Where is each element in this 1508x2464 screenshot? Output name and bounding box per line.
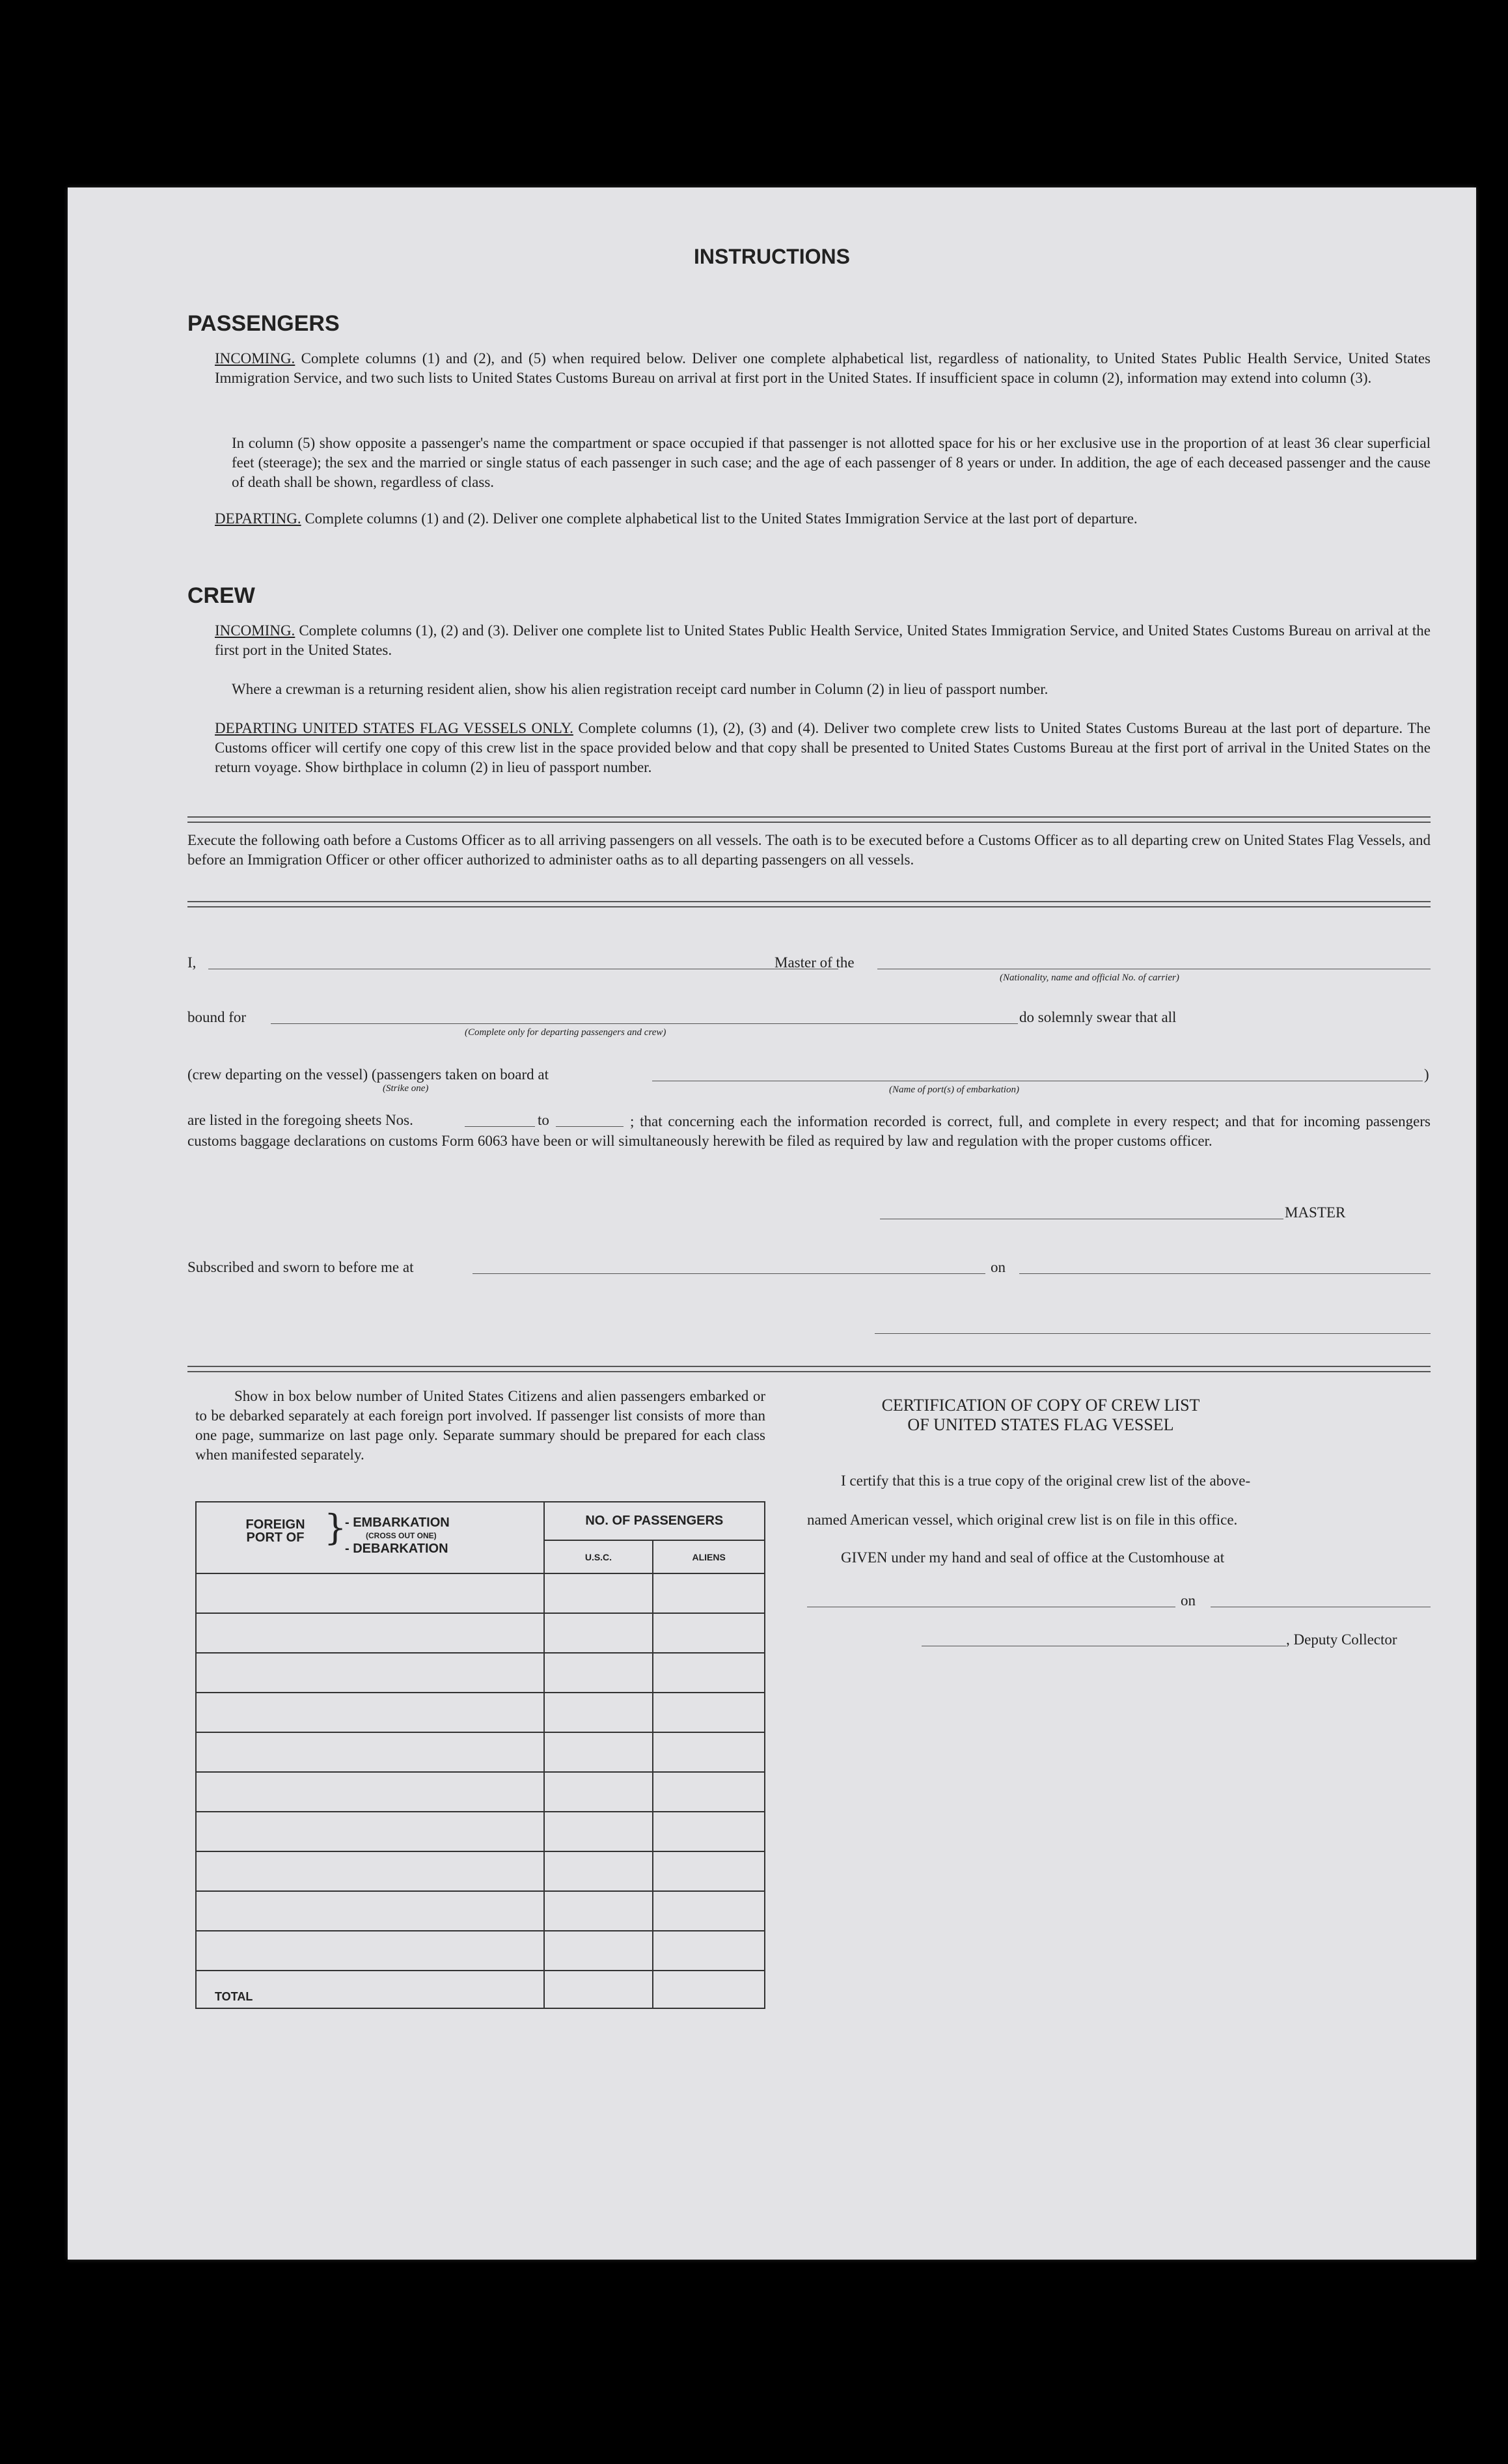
page-title: INSTRUCTIONS bbox=[694, 245, 850, 268]
sworn-date-line[interactable] bbox=[1019, 1273, 1431, 1274]
table-row bbox=[196, 1732, 765, 1772]
crew-incoming-text: Complete columns (1), (2) and (3). Deliver one complete list to United States Public Health Service, United States Immigration Service, and United States Customs Bureau on arrival at the first port in the United States. bbox=[215, 622, 1431, 658]
aliens-cell[interactable] bbox=[653, 1772, 765, 1812]
debarkation-label: - DEBARKATION bbox=[345, 1542, 448, 1556]
aliens-cell[interactable] bbox=[653, 1851, 765, 1891]
no-passengers-header: NO. OF PASSENGERS bbox=[544, 1502, 765, 1540]
passengers-column5-paragraph: In column (5) show opposite a passenger's name the compartment or space occupied if that passenger is not allotted space for his or her exclusive use in the proportion of at least 36 clear superficial feet (steerage); the sex and the married or single status of each passenger in such case; and the age of each passenger of 8 years or under. In addition, the age of each deceased passenger and the cause of death shall be shown, regardless of class. bbox=[232, 435, 1431, 490]
passengers-departing-label: DEPARTING. bbox=[215, 510, 301, 527]
master-of-the-label: Master of the bbox=[775, 954, 855, 971]
port-cell[interactable] bbox=[196, 1693, 544, 1732]
port-cell[interactable] bbox=[196, 1891, 544, 1931]
close-paren: ) bbox=[1424, 1066, 1429, 1083]
oath-i-label: I, bbox=[187, 954, 197, 971]
usc-cell[interactable] bbox=[544, 1613, 653, 1653]
port-cell[interactable] bbox=[196, 1931, 544, 1971]
nationality-hint: (Nationality, name and official No. of carrier) bbox=[1000, 973, 1179, 983]
divider bbox=[187, 901, 1431, 902]
usc-cell[interactable] bbox=[544, 1812, 653, 1851]
port-cell[interactable] bbox=[196, 1653, 544, 1693]
usc-cell[interactable] bbox=[544, 1851, 653, 1891]
usc-cell[interactable] bbox=[544, 1931, 653, 1971]
total-row bbox=[196, 1971, 765, 2008]
port-cell[interactable] bbox=[196, 1613, 544, 1653]
table-row bbox=[196, 1693, 765, 1732]
certify-line1: I certify that this is a true copy of the original crew list of the above- bbox=[841, 1473, 1251, 1489]
port-cell[interactable] bbox=[196, 1772, 544, 1812]
usc-header: U.S.C. bbox=[544, 1540, 653, 1573]
port-cell[interactable] bbox=[196, 1851, 544, 1891]
port-cell[interactable] bbox=[196, 1812, 544, 1851]
usc-cell[interactable] bbox=[544, 1573, 653, 1613]
usc-cell[interactable] bbox=[544, 1891, 653, 1931]
table-row bbox=[196, 1851, 765, 1891]
usc-cell[interactable] bbox=[544, 1732, 653, 1772]
aliens-cell[interactable] bbox=[653, 1573, 765, 1613]
usc-cell[interactable] bbox=[544, 1693, 653, 1732]
strike-one-hint: (Strike one) bbox=[383, 1083, 429, 1094]
bound-for-label: bound for bbox=[187, 1009, 247, 1025]
passengers-incoming-text: Complete columns (1) and (2), and (5) when required below. Deliver one complete alphabetical list, regardless of nationality, to United States Public Health Service, United States Immigration Service, and two such lists to United States Customs Bureau on arrival at first port in the United States. If insufficient space in column (2), information may extend into column (3). bbox=[215, 350, 1431, 386]
table-row bbox=[196, 1653, 765, 1693]
subscribed-label: Subscribed and sworn to before me at bbox=[187, 1259, 414, 1275]
foreign-port-label: FOREIGN PORT OF bbox=[245, 1517, 305, 1545]
divider bbox=[187, 1371, 1431, 1372]
passengers-incoming-label: INCOMING. bbox=[215, 350, 295, 367]
ports-hint: (Name of port(s) of embarkation) bbox=[889, 1085, 1019, 1095]
are-listed-label: are listed in the foregoing sheets Nos. bbox=[187, 1112, 413, 1128]
oath-intro: Execute the following oath before a Customs Officer as to all arriving passengers on all vessels. The oath is to be executed before a Customs Officer as to all departing crew on United States Flag Vessels, and before an Immigration Officer or other officer authorized to administer oaths as to all departing passengers on all vessels. bbox=[187, 832, 1431, 868]
table-row bbox=[196, 1891, 765, 1931]
given-label: GIVEN under my hand and seal of office at the Customhouse at bbox=[841, 1549, 1225, 1566]
divider bbox=[187, 906, 1431, 907]
port-cell[interactable] bbox=[196, 1732, 544, 1772]
cross-out-label: (CROSS OUT ONE) bbox=[366, 1531, 437, 1540]
crew-departing-label: (crew departing on the vessel) (passengers taken on board at bbox=[187, 1066, 549, 1083]
sworn-on-label: on bbox=[991, 1259, 1006, 1275]
summary-instructions: Show in box below number of United States Citizens and alien passengers embarked or to be debarked separately at each foreign port involved. If passenger list consists of more than one page, summarize on last page only. Separate summary should be prepared for each class when manifested separately. bbox=[195, 1388, 765, 1463]
aliens-cell[interactable] bbox=[653, 1653, 765, 1693]
form-page bbox=[68, 187, 1476, 2260]
certification-title-line2: OF UNITED STATES FLAG VESSEL bbox=[907, 1415, 1174, 1434]
aliens-cell[interactable] bbox=[653, 1812, 765, 1851]
aliens-cell[interactable] bbox=[653, 1931, 765, 1971]
table-row bbox=[196, 1613, 765, 1653]
oath-rest-text: ; that concerning each the information recorded is correct, full, and complete in every respect; and that for incoming passengers customs baggage declarations on customs Form 6063 have been or will simultaneously herewith be filed as required by law and regulation with the proper customs officer. bbox=[187, 1113, 1431, 1149]
passengers-heading: PASSENGERS bbox=[187, 311, 340, 336]
aliens-cell[interactable] bbox=[653, 1613, 765, 1653]
aliens-header: ALIENS bbox=[653, 1540, 765, 1573]
aliens-cell[interactable] bbox=[653, 1732, 765, 1772]
table-row bbox=[196, 1573, 765, 1613]
total-aliens-cell[interactable] bbox=[653, 1971, 765, 2008]
crew-departing-paragraph bbox=[215, 719, 1431, 777]
officer-signature-line[interactable] bbox=[875, 1333, 1431, 1334]
to-label: to bbox=[538, 1112, 549, 1128]
crew-resident-paragraph: Where a crewman is a returning resident alien, show his alien registration receipt card number in Column (2) in lieu of passport number. bbox=[232, 681, 1049, 697]
passengers-departing-paragraph bbox=[215, 509, 1431, 529]
crew-heading: CREW bbox=[187, 583, 255, 608]
cert-on-label: on bbox=[1181, 1592, 1196, 1609]
certification-title-line1: CERTIFICATION OF COPY OF CREW LIST bbox=[881, 1396, 1200, 1415]
do-solemnly-label: do solemnly swear that all bbox=[1019, 1009, 1177, 1025]
crew-incoming-label: INCOMING. bbox=[215, 622, 295, 639]
crew-departing-label: DEPARTING UNITED STATES FLAG VESSELS ONLY. bbox=[215, 720, 573, 736]
total-usc-cell[interactable] bbox=[544, 1971, 653, 2008]
passenger-summary-table bbox=[195, 1501, 765, 2009]
foreign-port-header bbox=[196, 1502, 544, 1573]
table-row bbox=[196, 1931, 765, 1971]
table-row bbox=[196, 1812, 765, 1851]
embarkation-label: - EMBARKATION bbox=[345, 1516, 450, 1530]
table-row bbox=[196, 1772, 765, 1812]
divider bbox=[187, 822, 1431, 823]
crew-departing-text: Complete columns (1), (2), (3) and (4). Deliver two complete crew lists to United States Customs Bureau at the last port of departure. The Customs officer will certify one copy of this crew list in the space provided below and that copy shall be presented to United States Customs Bureau at the first port of arrival in the United States on the return voyage. Show birthplace in column (2) in lieu of passport number. bbox=[215, 720, 1431, 775]
divider bbox=[187, 1366, 1431, 1367]
usc-cell[interactable] bbox=[544, 1653, 653, 1693]
port-cell[interactable] bbox=[196, 1573, 544, 1613]
brace-icon: } bbox=[324, 1507, 347, 1548]
certify-line2: named American vessel, which original crew list is on file in this office. bbox=[807, 1512, 1238, 1528]
total-label: TOTAL bbox=[196, 1971, 544, 2008]
passengers-incoming-paragraph bbox=[215, 349, 1431, 388]
crew-incoming-paragraph bbox=[215, 621, 1431, 660]
aliens-cell[interactable] bbox=[653, 1891, 765, 1931]
deputy-collector-label: , Deputy Collector bbox=[1286, 1631, 1397, 1648]
divider bbox=[187, 816, 1431, 818]
certification-title bbox=[810, 1396, 1272, 1435]
passengers-departing-text: Complete columns (1) and (2). Deliver one complete alphabetical list to the United States Immigration Service at the last port of departure. bbox=[301, 510, 1138, 527]
sworn-place-line[interactable] bbox=[473, 1273, 985, 1274]
aliens-cell[interactable] bbox=[653, 1693, 765, 1732]
complete-hint: (Complete only for departing passengers and crew) bbox=[465, 1027, 666, 1038]
master-label: MASTER bbox=[1285, 1204, 1346, 1221]
usc-cell[interactable] bbox=[544, 1772, 653, 1812]
bound-for-line[interactable] bbox=[271, 1023, 1018, 1024]
